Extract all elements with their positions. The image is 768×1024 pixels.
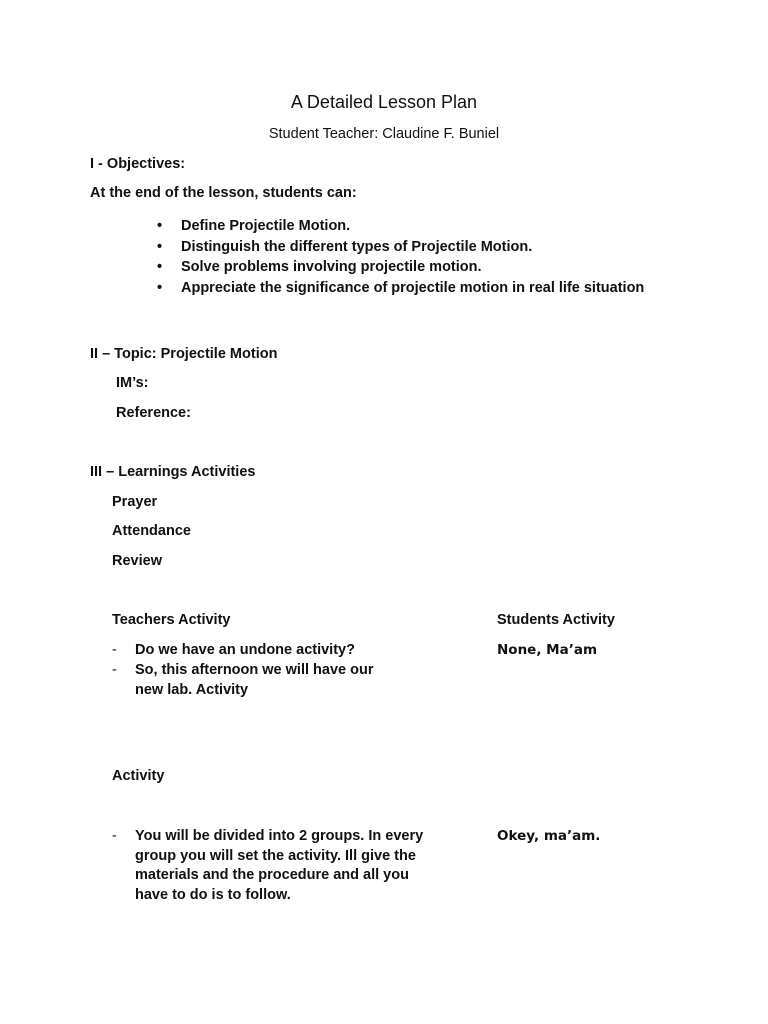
objective-text: Distinguish the different types of Projectile Motion. [181, 238, 533, 255]
bullet-icon: • [157, 259, 163, 275]
objective-text: Define Projectile Motion. [181, 218, 351, 234]
routine-review: Review [112, 553, 162, 569]
objectives-intro: At the end of the lesson, students can: [90, 185, 357, 201]
dash-marker: - [112, 642, 117, 658]
reference-label: Reference: [116, 405, 191, 421]
teacher-line-text: So, this afternoon we will have our new lab. Activity [135, 662, 374, 698]
bullet-icon: • [157, 279, 163, 296]
teacher-line-text: Do we have an undone activity? [135, 642, 355, 658]
objective-text: Appreciate the significance of projectile motion in real life situation [181, 279, 645, 296]
objectives-heading: I - Objectives: [90, 156, 186, 172]
topic-heading: II – Topic: Projectile Motion [90, 346, 278, 362]
routine-prayer: Prayer [112, 494, 158, 510]
dash-marker: - [112, 828, 117, 844]
document-title: A Detailed Lesson Plan [290, 92, 478, 112]
student-response-1: None, Ma’am [497, 642, 598, 658]
teachers-activity-header: Teachers Activity [112, 612, 231, 628]
student-response-2: Okey, ma’am. [497, 828, 601, 844]
activity-instruction-text: You will be divided into 2 groups. In every group you will set the activity. Ill give the materials and the procedure and all you have to do is to follow. [135, 828, 424, 903]
ims-label: IM’s: [116, 375, 149, 391]
students-activity-header: Students Activity [497, 612, 615, 628]
routine-attendance: Attendance [112, 523, 191, 539]
dash-marker: - [112, 662, 117, 678]
activity-label: Activity [112, 768, 165, 784]
bullet-icon: • [157, 218, 163, 234]
objective-text: Solve problems involving projectile motion. [181, 259, 482, 275]
student-teacher-line: Student Teacher: Claudine F. Buniel [268, 126, 500, 142]
bullet-icon: • [157, 238, 163, 255]
activities-heading: III – Learnings Activities [90, 464, 256, 480]
